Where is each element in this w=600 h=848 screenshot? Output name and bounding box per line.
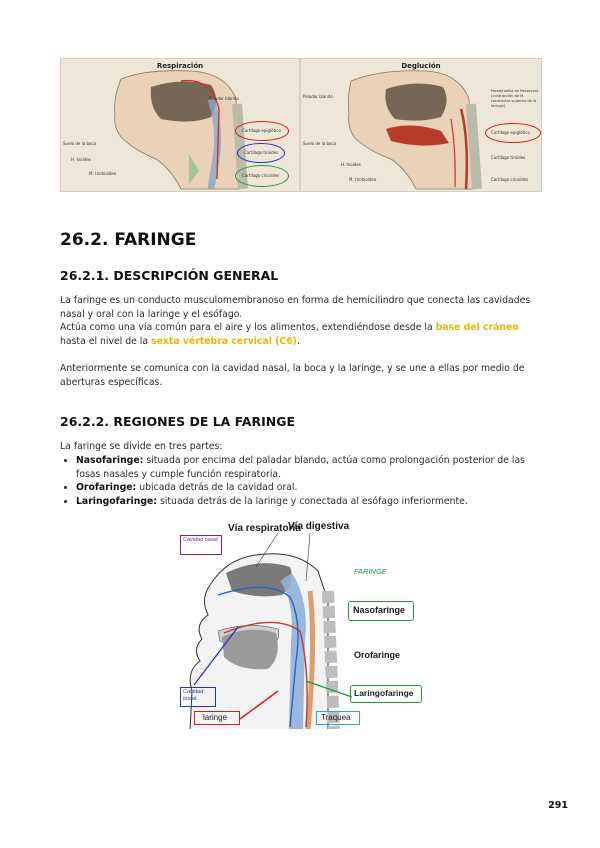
list-item-laringofaringe: • Laringofaringe: situada detrás de la laringe y conectada al esófago inferiormente. <box>76 495 546 509</box>
box-laringe <box>194 711 240 725</box>
label-passavant: Pared/rodilla de Passavant (contracción de M. constrictor superior de la faringe) <box>491 89 539 108</box>
label-cricoides-right: Cartílago cricoides <box>491 177 529 182</box>
label-tirohioideo-right: M. tirohioideo <box>349 177 377 182</box>
label-epiglotico-left: Cartílago epiglótico <box>242 128 281 133</box>
label-suelo-boca-left: Suelo de la boca <box>63 141 97 146</box>
regions-list <box>60 454 546 508</box>
label-nasofaringe: Nasofaringe <box>353 605 406 615</box>
highlight-c6: sexta vértebra cervical (C6) <box>151 335 297 347</box>
regiones-intro: La faringe se divide en tres partes: <box>60 441 223 452</box>
label-via-digestiva: Vía digestiva <box>288 521 350 532</box>
label-laringofaringe: Laringofaringe <box>354 688 414 698</box>
paragraph-descripcion-2: Anteriormente se comunica con la cavidad nasal, la boca y la laringe, y se une a ellas por medio de aberturas específicas. <box>60 363 525 388</box>
list-item-nasofaringe: • Nasofaringe: situada por encima del paladar blando, actúa como prolongación posterior de las fosas nasales y cumple función respiratoria. <box>76 454 546 481</box>
page-number: 291 <box>548 800 568 811</box>
label-orofaringe: Orofaringe <box>354 650 401 660</box>
label-cavidad-bucal: Cavidad bucal <box>183 689 204 702</box>
highlight-base-craneo: base del cráneo <box>435 322 519 333</box>
figure-title-respiracion: Respiración <box>156 62 204 70</box>
paragraph-descripcion-1: La faringe es un conducto musculomembranoso en forma de hemicilindro que conecta las cavidades nasal y oral con la laringe y el esófago. Actúa como una vía común para el aire y los alimentos, extendiéndose desde la base del cráneo hasta el nivel de la sexta vértebra cervical (C6). <box>60 295 531 347</box>
label-laringe: laringe <box>203 713 228 722</box>
label-paladar-blando-left: Paladar blando <box>209 96 239 101</box>
label-hioides-right: H. hioides <box>341 162 361 167</box>
label-cavidad-nasal: Cavidad nasal <box>183 537 218 543</box>
label-tirohioideo-left: M. tirohioideo <box>89 171 117 176</box>
figure-title-deglucion: Deglución <box>401 62 441 70</box>
label-suelo-boca-right: Suelo de la boca <box>303 141 337 146</box>
box-cavidad-nasal <box>180 535 222 555</box>
label-tiroides-left: Cartílago tiroides <box>244 150 279 155</box>
label-faringe: FARINGE <box>354 567 387 576</box>
label-traquea: Traquea <box>321 713 351 722</box>
label-hioides-left: H. hioides <box>71 157 91 162</box>
box-cavidad-bucal <box>180 687 216 707</box>
label-tiroides-right: Cartílago tiroides <box>491 155 526 160</box>
page-title: 26.2. FARINGE <box>60 230 197 250</box>
section-heading-regiones: 26.2.2. REGIONES DE LA FARINGE <box>60 414 296 429</box>
box-nasofaringe <box>348 601 414 621</box>
figure-regiones-faringe <box>178 521 428 729</box>
label-via-respiratoria: Vía respiratoria <box>228 523 301 534</box>
section-heading-descripcion: 26.2.1. DESCRIPCIÓN GENERAL <box>60 268 279 283</box>
label-cricoides-left: Cartílago cricoides <box>242 173 280 178</box>
figure-deglucion <box>300 58 542 192</box>
box-laringofaringe <box>350 685 422 703</box>
label-paladar-blando-right: Paladar blando <box>303 94 333 99</box>
box-traquea <box>316 711 360 725</box>
figure-respiracion <box>60 58 300 192</box>
list-item-orofaringe: • Orofaringe: ubicada detrás de la cavidad oral. <box>76 481 546 495</box>
label-epiglotico-right: Cartílago epiglótico <box>491 130 530 135</box>
